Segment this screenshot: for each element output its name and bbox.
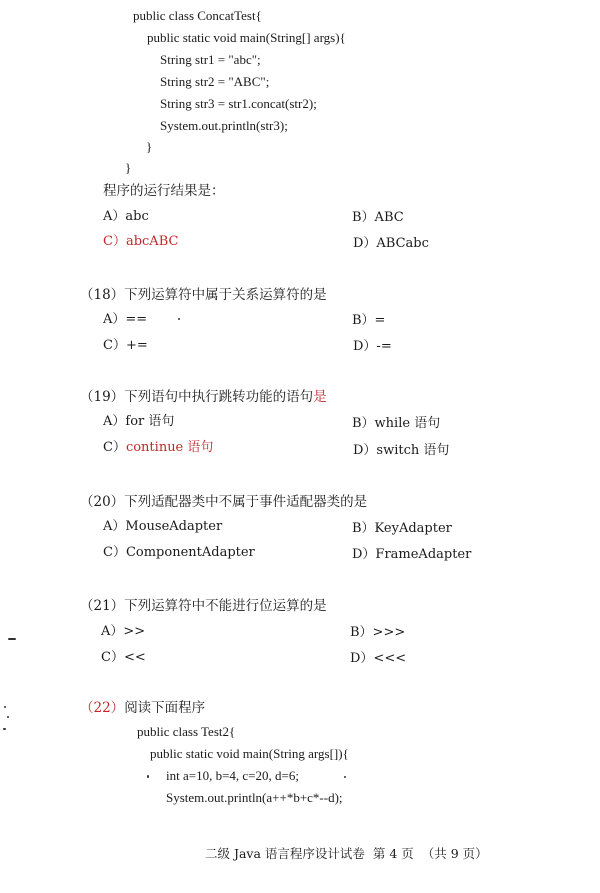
question-20-stem: （20）下列适配器类中不属于事件适配器类的是 <box>80 494 368 510</box>
scan-speck <box>344 776 346 778</box>
option-d: D）-= <box>353 339 392 354</box>
option-a: A）for 语句 <box>103 414 175 429</box>
option-d: D）FrameAdapter <box>352 547 472 562</box>
option-b: B）= <box>352 313 386 328</box>
scan-speck <box>147 775 149 778</box>
option-c-answer: C）abcABC <box>103 234 179 249</box>
scan-speck <box>178 318 180 320</box>
option-c: C）<< <box>101 650 146 665</box>
code-line: public class ConcatTest{ <box>133 8 262 23</box>
code-line: public static void main(String args[]){ <box>150 746 349 761</box>
option-b: B）while 语句 <box>352 416 441 431</box>
option-c: C）ComponentAdapter <box>103 545 255 560</box>
option-a: A）abc <box>103 209 149 224</box>
scan-speck <box>4 706 6 708</box>
code-line: String str2 = "ABC"; <box>160 74 270 89</box>
option-b: B）KeyAdapter <box>352 521 452 536</box>
scan-speck <box>7 716 9 718</box>
option-c: C）+= <box>103 338 148 353</box>
scan-speck <box>3 728 6 730</box>
code-line: public static void main(String[] args){ <box>147 30 346 45</box>
page-footer: 二级 Java 语言程序设计试卷 第 4 页 （共 9 页） <box>205 846 488 861</box>
option-d: D）<<< <box>350 651 407 666</box>
question-18-stem: （18）下列运算符中属于关系运算符的是 <box>80 287 327 303</box>
question-21-stem: （21）下列运算符中不能进行位运算的是 <box>80 598 327 614</box>
code-line: } <box>146 139 153 154</box>
option-d: D）ABCabc <box>353 236 429 251</box>
code-line: System.out.println(a++*b+c*--d); <box>166 790 343 805</box>
option-c-word: continue <box>125 440 184 455</box>
code-line: String str1 = "abc"; <box>160 52 261 67</box>
code-line: } <box>125 160 132 175</box>
option-d: D）switch 语句 <box>353 443 450 458</box>
question-22-text: 阅读下面程序 <box>124 700 206 716</box>
code-line: String str3 = str1.concat(str2); <box>160 96 317 111</box>
option-c-answer <box>103 440 213 456</box>
scan-speck <box>8 638 16 640</box>
question-19-stem-main: （19）下列语句中执行跳转功能的语句 <box>80 389 314 405</box>
option-c-prefix: C） <box>103 440 126 455</box>
option-b: B）ABC <box>352 210 404 225</box>
question-19-stem-tail: 是 <box>313 389 327 405</box>
code-line: int a=10, b=4, c=20, d=6; <box>166 768 299 783</box>
option-c-suffix: 语句 <box>183 440 214 455</box>
question-22-number: （22） <box>80 700 125 716</box>
option-a: A）== <box>103 312 148 327</box>
option-a: A）>> <box>101 624 146 639</box>
question-22-stem <box>80 700 205 716</box>
option-a: A）MouseAdapter <box>103 519 223 534</box>
question-prompt: 程序的运行结果是： <box>103 183 225 199</box>
code-line: System.out.println(str3); <box>160 118 288 133</box>
code-line: public class Test2{ <box>137 724 236 739</box>
option-b: B）>>> <box>350 625 406 640</box>
question-19-stem <box>80 389 327 405</box>
